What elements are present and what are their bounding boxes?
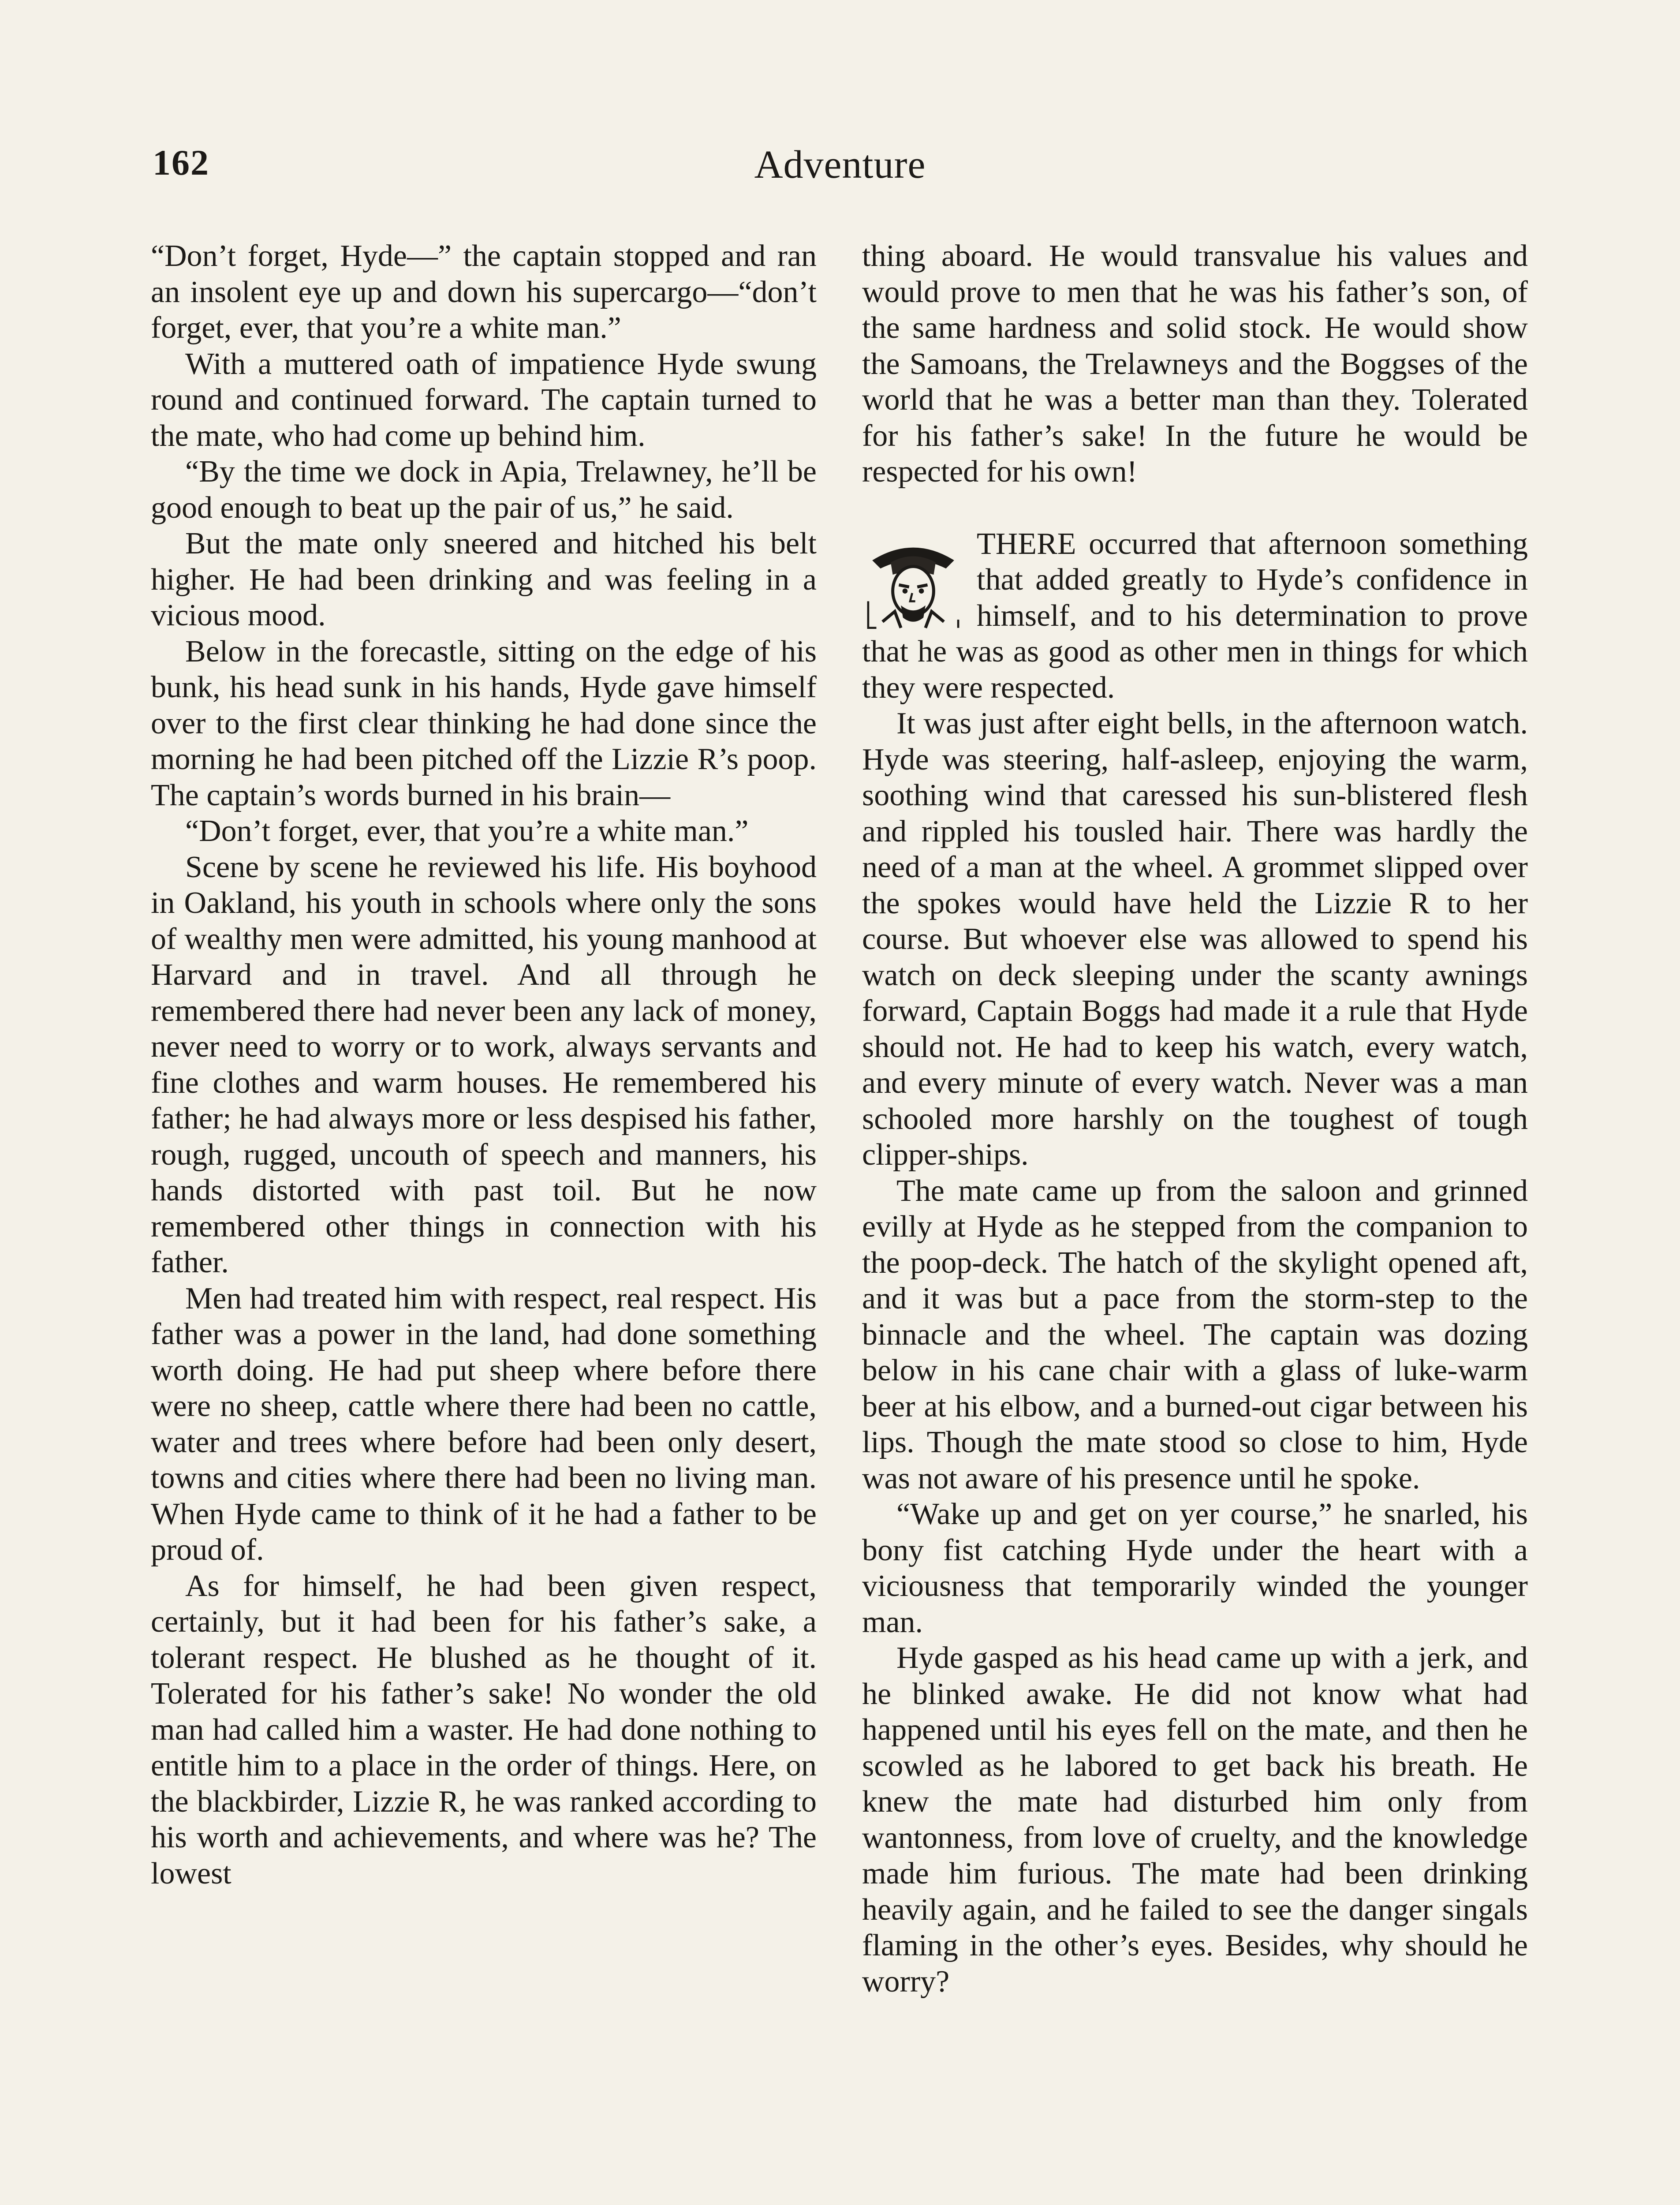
right-column [862, 238, 1528, 1999]
paragraph: Scene by scene he reviewed his life. His boyhood in Oakland, his youth in schools where only the sons of wealthy men were admitted, his young manhood at Harvard and in travel. And all through he remembered there had never been any lack of money, never need to worry or to work, always servants and fine clothes and warm houses. He remembered his father; he had always more or less despised his father, rough, rugged, uncouth of speech and manners, his hands distorted with past toil. But he now remembered other things in connection with his father. [151, 850, 817, 1279]
section-opening [862, 526, 1528, 706]
paragraph: “Don’t forget, Hyde—” the captain stopped and ran an insolent eye up and down his supercargo—“don’t forget, ever, that you’re a white man.” [151, 239, 817, 345]
paragraph: Hyde gasped as his head came up with a jerk, and he blinked awake. He did not know what had happened until his eyes fell on the mate, and then he scowled as he labored to get back his breath. He knew the mate had disturbed him only from wantonness, from love of cruelty, and the knowledge made him furious. The mate had been drinking heavily again, and he failed to see the danger singals flaming in the other’s eyes. Besides, why should he worry? [862, 1641, 1528, 1999]
paragraph: Below in the forecastle, sitting on the edge of his bunk, his head sunk in his hands, Hyde gave himself over to the first clear thinking he had done since the morning he had been pitched off the Lizzie R’s poop. The captain’s words burned in his brain— [151, 634, 817, 812]
paragraph: Men had treated him with respect, real respect. His father was a power in the land, had done something worth doing. He had put sheep where before there were no sheep, cattle where there had been no cattle, water and trees where before had been only desert, towns and cities where there had been no living man. When Hyde came to think of it he had a father to be proud of. [151, 1281, 817, 1567]
left-column [151, 238, 817, 1891]
paragraph: With a muttered oath of impatience Hyde swung round and continued forward. The captain turned to the mate, who had come up behind him. [151, 347, 817, 453]
running-head: Adventure [754, 143, 926, 187]
paragraph: thing aboard. He would transvalue his values and would prove to men that he was his father’s son, of the same hardness and solid stock. He would show the Samoans, the Trelawneys and the Boggses of the world that he was a better man than they. Tolerated for his father’s sake! In the future he would be respected for his own! [862, 239, 1528, 489]
page-number: 162 [153, 142, 209, 183]
paragraph: As for himself, he had been given respect, certainly, but it had been for his father’s sake, a tolerant respect. He blushed as he thought of it. Tolerated for his father’s sake! No wonder the old man had called him a waster. He had done nothing to entitle him to a place in the order of things. Here, on the blackbirder, Lizzie R, he was ranked according to his worth and achievements, and where was he? The lowest [151, 1569, 817, 1891]
paragraph: But the mate only sneered and hitched his belt higher. He had been drinking and was feeling in a vicious mood. [151, 527, 817, 632]
paragraph: “Don’t forget, ever, that you’re a white man.” [185, 814, 749, 848]
paragraph: “Wake up and get on yer course,” he snarled, his bony fist catching Hyde under the heart with a viciousness that temporarily winded the younger man. [862, 1497, 1528, 1639]
sailor-portrait-icon [862, 530, 964, 632]
paragraph: The mate came up from the saloon and grinned evilly at Hyde as he stepped from the companion to the poop-deck. The hatch of the skylight opened aft, and it was but a pace from the storm-step to the binnacle and the wheel. The captain was dozing below in his cane chair with a glass of luke-warm beer at his elbow, and a burned-out cigar between his lips. Though the mate stood so close to him, Hyde was not aware of his presence until he spoke. [862, 1174, 1528, 1495]
paragraph: It was just after eight bells, in the afternoon watch. Hyde was steering, half-asleep, enjoying the warm, soothing wind that caressed his sun-blistered flesh and rippled his tousled hair. There was hardly the need of a man at the wheel. A grommet slipped over the spokes would have held the Lizzie R to her course. But whoever else was allowed to spend his watch on deck sleeping under the scanty awnings forward, Captain Boggs had made it a rule that Hyde should not. He had to keep his watch, every watch, and every minute of every watch. Never was a man schooled more harshly on the toughest of tough clipper-ships. [862, 706, 1528, 1172]
paragraph: “By the time we dock in Apia, Trelawney, he’ll be good enough to beat up the pair of us,” he said. [151, 455, 817, 525]
paragraph: THERE occurred that afternoon something that added greatly to Hyde’s confidence in himself, and to his determination to prove that he was as good as other men in things for which they were respected. [862, 527, 1528, 705]
